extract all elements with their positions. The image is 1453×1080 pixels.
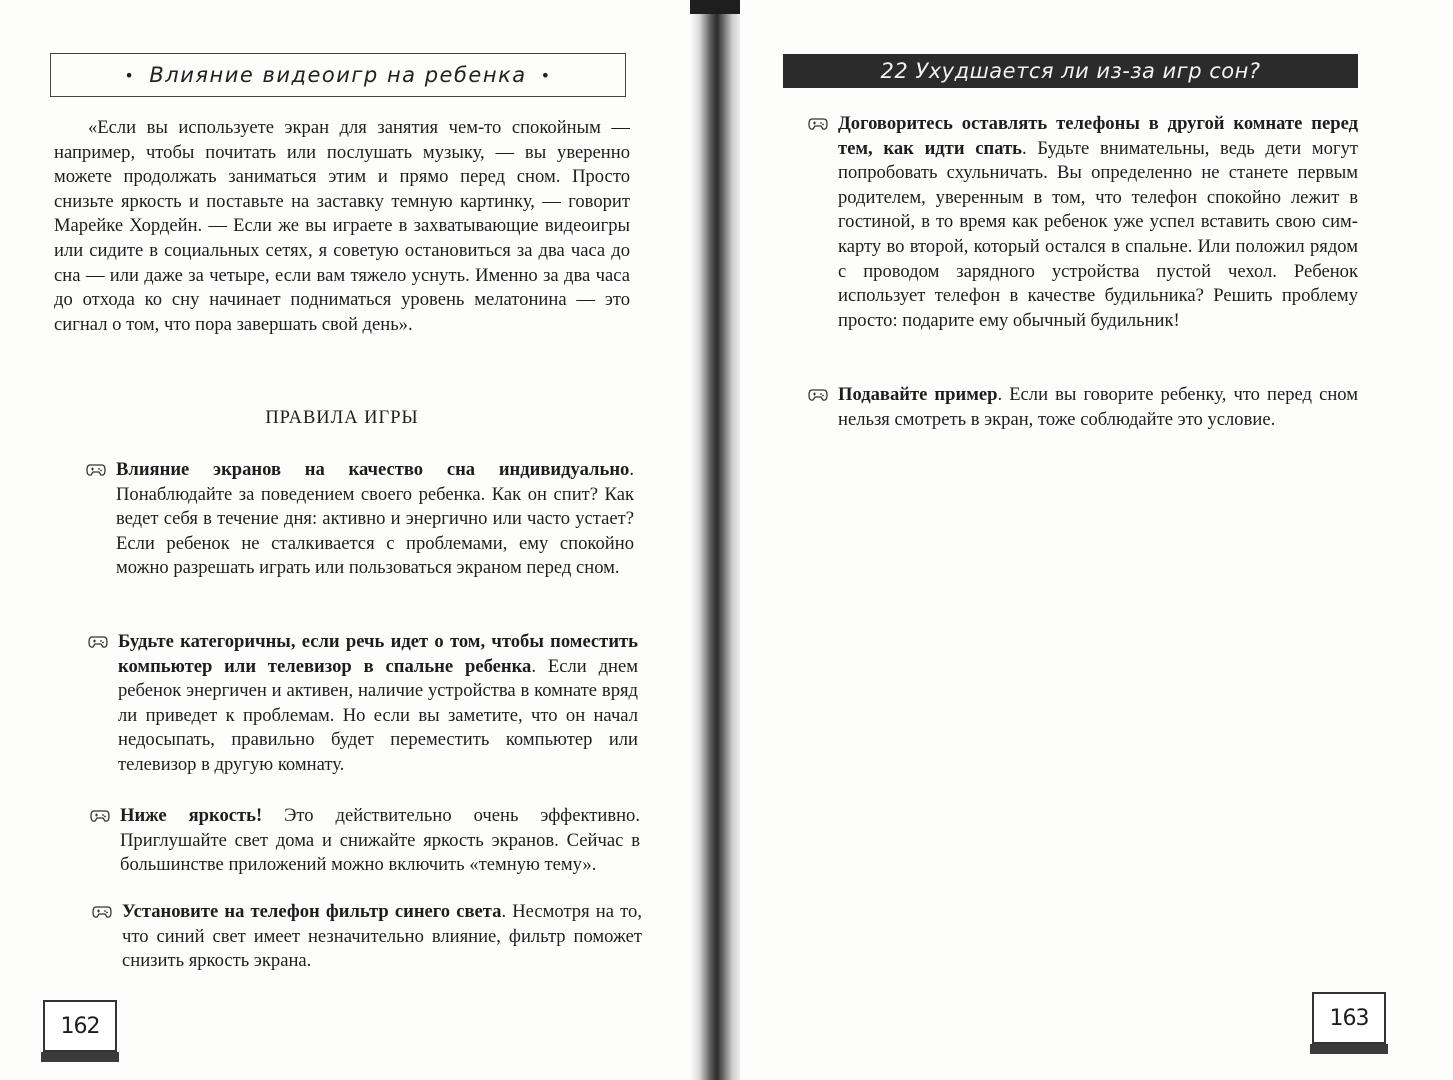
gamepad-icon <box>88 635 108 649</box>
rule-item <box>116 458 634 581</box>
section-heading: ПРАВИЛА ИГРЫ <box>265 408 419 428</box>
gamepad-icon <box>86 463 106 477</box>
rule-item-bold: Влияние экранов на качество сна индивидуально <box>116 459 630 480</box>
right-page <box>740 0 1453 1080</box>
page-number-monitor-icon <box>1312 992 1386 1044</box>
running-head-right <box>783 54 1358 88</box>
monitor-stand <box>1310 1044 1388 1054</box>
bullet-dot-icon: • <box>540 65 552 85</box>
gamepad-icon <box>90 809 110 823</box>
bullet-dot-icon: • <box>124 65 136 85</box>
rule-item-text: Это действительно очень эффективно. Приглушайте свет дома и снижайте яркость экранов. Сейчас в большинстве приложений можно включить «темную тему». <box>120 805 640 876</box>
page-number: 163 <box>1329 1005 1369 1031</box>
rule-item <box>118 630 638 778</box>
rule-item-text: . Несмотря на то, что синий свет имеет незначительно влияние, фильтр поможет снизить яркость экрана. <box>122 901 642 972</box>
rule-item-bold: Договоритесь оставлять телефоны в другой комнате перед тем, как идти спать <box>838 113 1358 159</box>
rule-item-text: . Будьте внимательны, ведь дети могут попробовать схульничать. Вы определенно не станете первым родителем, уверенным в том, что телефон спокойно лежит в гостиной, в то время как ребенок уже успел вставить свою сим-карту во второй, который остался в спальне. Или положил рядом с проводом зарядного устройства пустой чехол. Ребенок использует телефон в качестве будильника? Решить проблему просто: подарите ему обычный будильник! <box>838 137 1358 331</box>
running-head-left <box>50 53 626 97</box>
rule-item <box>122 900 642 974</box>
page-number-monitor-icon <box>43 1000 117 1052</box>
monitor-stand <box>41 1052 119 1062</box>
book-gutter <box>690 0 742 1080</box>
running-head-title: Влияние видеоигр на ребенка <box>149 63 527 87</box>
page-number: 162 <box>60 1013 100 1039</box>
rule-item-bold: Будьте категоричны, если речь идет о том, чтобы поместить компьютер или телевизор в спальне ребенка <box>118 631 638 677</box>
rule-item-text: . Понаблюдайте за поведением своего ребенка. Как он спит? Как ведет себя в течение дня: активно и энергично или часто устает? Если ребенок не сталкивается с проблемами, ему спокойно можно разрешать играть или пользоваться экраном перед сном. <box>116 459 634 579</box>
gamepad-icon <box>808 117 828 131</box>
gamepad-icon <box>808 388 828 402</box>
rule-item-text: . Если вы говорите ребенку, что перед сном нельзя смотреть в экран, тоже соблюдайте это условие. <box>838 384 1358 430</box>
gamepad-icon <box>92 905 112 919</box>
intro-quote: «Если вы используете экран для занятия чем-то спокойным — например, чтобы почитать или послушать музыку, — вы уверенно можете продолжать заниматься этим и прямо перед сном. Просто снизьте яркость и поставьте на заставку темную картинку, — говорит Марейке Хордейн. — Если же вы играете в захватывающие видеоигры или сидите в социальных сетях, я советую остановиться за два часа до сна — или даже за четыре, если вам тяжело уснуть. Именно за два часа до отхода ко сну начинает подниматься уровень мелатонина — это сигнал о том, что пора завершать свой день». <box>54 117 630 335</box>
left-page <box>0 0 700 1080</box>
book-spine-edge <box>690 0 742 14</box>
chapter-title: 22 Ухудшается ли из-за игр сон? <box>880 59 1261 83</box>
rule-item <box>838 383 1358 432</box>
rule-item <box>838 112 1358 333</box>
rule-item-text: . Если днем ребенок энергичен и активен, наличие устройства в комнате вряд ли приведет к проблемам. Но если вы заметите, что он начал недосыпать, правильно будет переместить компьютер или телевизор в другую комнату. <box>118 655 639 775</box>
rule-item-bold: Подавайте пример <box>838 384 998 405</box>
rule-item-bold: Установите на телефон фильтр синего света <box>122 901 502 922</box>
rule-item-bold: Ниже яркость! <box>120 805 263 826</box>
rule-item <box>120 804 640 878</box>
